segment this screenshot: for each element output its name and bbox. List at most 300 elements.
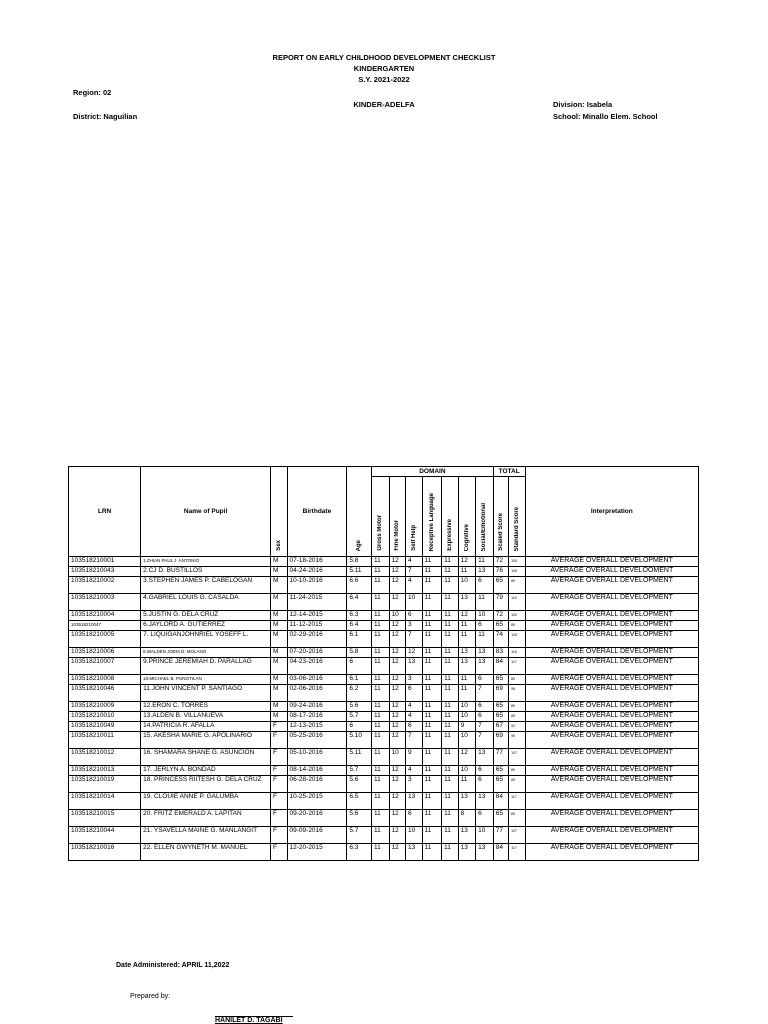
age-cell: 6.4 — [347, 594, 372, 611]
fine-motor-cell: 12 — [389, 594, 405, 611]
fine-motor-cell: 12 — [389, 844, 405, 861]
lrn-cell: 103518210043 — [69, 567, 141, 577]
age-cell: 6 — [347, 722, 372, 732]
pupil-name-cell: 10.MICHAEL B. PUNGTILAN — [141, 675, 271, 685]
self-help-cell: 10 — [406, 594, 422, 611]
receptive-language-cell: 11 — [422, 766, 442, 776]
scaled-score-cell: 83 — [493, 648, 508, 658]
expressive-cell: 11 — [442, 675, 458, 685]
standard-score-cell: 89 — [509, 675, 525, 685]
expressive-cell: 11 — [442, 685, 458, 702]
pupil-name-cell: 4.GABRIEL LOUIS G. CASALDA — [141, 594, 271, 611]
sex-cell: M — [271, 675, 287, 685]
fine-motor-cell: 12 — [389, 793, 405, 810]
pupil-name-cell: 2.CJ D. BUSTILLOS — [141, 567, 271, 577]
fine-motor-cell: 12 — [389, 776, 405, 793]
gross-motor-cell: 11 — [372, 577, 390, 594]
table-row — [69, 702, 699, 712]
gross-motor-cell: 11 — [372, 827, 390, 844]
birthdate-cell: 02-29-2016 — [287, 631, 347, 648]
birthdate-cell: 10-25-2015 — [287, 793, 347, 810]
lrn-cell: 103518210012 — [69, 749, 141, 766]
table-row — [69, 827, 699, 844]
birthdate-cell: 05-10-2016 — [287, 749, 347, 766]
table-row — [69, 749, 699, 766]
fine-motor-cell: 12 — [389, 827, 405, 844]
birthdate-cell: 09-09-2016 — [287, 827, 347, 844]
expressive-cell: 11 — [442, 732, 458, 749]
sex-cell: M — [271, 648, 287, 658]
receptive-language-cell: 11 — [422, 594, 442, 611]
standard-score-cell: 117 — [509, 658, 525, 675]
expressive-cell: 11 — [442, 557, 458, 567]
sex-cell: M — [271, 567, 287, 577]
standard-score-cell: 100 — [509, 557, 525, 567]
pupil-name-cell: 11.JOHN VINCENT P. SANTIAGO — [141, 685, 271, 702]
scaled-score-cell: 65 — [493, 712, 508, 722]
pupil-name-cell: 9.PRINCE JEREMIAH D. PARALLAG — [141, 658, 271, 675]
birthdate-cell: 06-28-2016 — [287, 776, 347, 793]
expressive-cell: 11 — [442, 658, 458, 675]
pupil-name-cell: 1.ZHIAN PAUL J. ANTONIO — [141, 557, 271, 567]
standard-score-cell: 89 — [509, 577, 525, 594]
self-help-cell: 9 — [406, 749, 422, 766]
cognitive-cell: 11 — [458, 621, 476, 631]
gross-motor-cell: 11 — [372, 648, 390, 658]
gross-motor-cell: 11 — [372, 793, 390, 810]
expressive-cell: 11 — [442, 611, 458, 621]
standard-score-cell: 89 — [509, 766, 525, 776]
table-row — [69, 648, 699, 658]
lrn-cell: 103518210006 — [69, 648, 141, 658]
lrn-cell: 103518210016 — [69, 844, 141, 861]
age-cell: 5.11 — [347, 567, 372, 577]
scaled-score-cell: 65 — [493, 810, 508, 827]
receptive-language-cell: 11 — [422, 577, 442, 594]
social-emotional-cell: 7 — [476, 722, 494, 732]
lrn-cell: 103518210008 — [69, 675, 141, 685]
expressive-cell: 11 — [442, 621, 458, 631]
social-emotional-cell: 6 — [476, 675, 494, 685]
scaled-score-cell: 77 — [493, 827, 508, 844]
standard-score-cell: 117 — [509, 844, 525, 861]
page-cut — [60, 930, 710, 940]
scaled-score-cell: 65 — [493, 577, 508, 594]
birthdate-cell: 10-10-2016 — [287, 577, 347, 594]
age-cell: 6.1 — [347, 675, 372, 685]
sex-cell: F — [271, 793, 287, 810]
fine-motor-cell: 12 — [389, 557, 405, 567]
scaled-score-cell: 74 — [493, 631, 508, 648]
ecd-checklist-table — [68, 466, 699, 861]
birthdate-cell: 02-06-2016 — [287, 685, 347, 702]
cognitive-cell: 10 — [458, 702, 476, 712]
fine-motor-cell: 12 — [389, 675, 405, 685]
cognitive-cell: 11 — [458, 631, 476, 648]
standard-score-cell: 89 — [509, 621, 525, 631]
interpretation-cell: AVERAGE OVERALL DEVELOPMENT — [525, 577, 698, 594]
report-level: KINDERGARTEN — [353, 64, 415, 73]
receptive-language-cell: 11 — [422, 557, 442, 567]
pupil-name-cell: 5.JUSTIN G. DELA CRUZ — [141, 611, 271, 621]
fine-motor-cell: 12 — [389, 658, 405, 675]
gross-motor-cell: 11 — [372, 557, 390, 567]
expressive-cell: 11 — [442, 776, 458, 793]
pupil-name-cell: 6.JAYLORD A. GUTIERREZ — [141, 621, 271, 631]
lrn-header: LRN — [69, 467, 141, 557]
self-help-cell: 7 — [406, 732, 422, 749]
lrn-cell: 103518210047 — [69, 621, 141, 631]
name-header: Name of Pupil — [141, 467, 271, 557]
scaled-score-cell: 84 — [493, 844, 508, 861]
cognitive-cell: 13 — [458, 658, 476, 675]
birthdate-cell: 11-24-2015 — [287, 594, 347, 611]
pupil-name-cell: 17. JERLYN A. BONDAD — [141, 766, 271, 776]
division-label: Division: Isabela — [553, 100, 613, 109]
age-cell: 6.5 — [347, 793, 372, 810]
pupil-name-cell: 21. YSAVELLA MAINE G. MANLANGIT — [141, 827, 271, 844]
fine-motor-cell: 12 — [389, 685, 405, 702]
interpretation-cell: AVERAGE OVERALL DEVELOPMENT — [525, 749, 698, 766]
lrn-cell: 103518210019 — [69, 776, 141, 793]
pupil-name-cell: 12.ERON C. TORRES — [141, 702, 271, 712]
table-row — [69, 685, 699, 702]
cognitive-header: Cognitive — [458, 477, 476, 557]
social-emotional-cell: 7 — [476, 732, 494, 749]
gross-motor-cell: 11 — [372, 712, 390, 722]
receptive-language-cell: 11 — [422, 648, 442, 658]
sex-cell: F — [271, 844, 287, 861]
standard-score-cell: 89 — [509, 776, 525, 793]
sex-header: Sex — [271, 467, 287, 557]
birthdate-cell: 12-20-2015 — [287, 844, 347, 861]
table-row — [69, 577, 699, 594]
sex-cell: F — [271, 810, 287, 827]
standard-score-cell: 116 — [509, 648, 525, 658]
standard-score-cell: 107 — [509, 827, 525, 844]
report-title: REPORT ON EARLY CHILDHOOD DEVELOPMENT CHECKLIST — [272, 53, 496, 62]
age-header: Age — [347, 467, 372, 557]
scaled-score-cell: 84 — [493, 658, 508, 675]
pupil-name-cell: 19. CLOUIE ANNE P. GALUMBA — [141, 793, 271, 810]
lrn-cell: 103518210010 — [69, 712, 141, 722]
cognitive-cell: 13 — [458, 793, 476, 810]
table-row — [69, 567, 699, 577]
receptive-language-cell: 11 — [422, 675, 442, 685]
table-row — [69, 766, 699, 776]
self-help-cell: 6 — [406, 722, 422, 732]
fine-motor-cell: 12 — [389, 766, 405, 776]
sex-cell: M — [271, 621, 287, 631]
gross-motor-cell: 11 — [372, 776, 390, 793]
birthdate-cell: 11-12-2015 — [287, 621, 347, 631]
social-emotional-cell: 6 — [476, 810, 494, 827]
expressive-cell: 11 — [442, 766, 458, 776]
social-emotional-cell: 13 — [476, 844, 494, 861]
section-name: KINDER-ADELFA — [353, 100, 415, 109]
lrn-cell: 103518210015 — [69, 810, 141, 827]
cognitive-cell: 11 — [458, 675, 476, 685]
table-row — [69, 722, 699, 732]
self-help-cell: 7 — [406, 631, 422, 648]
gross-motor-cell: 11 — [372, 594, 390, 611]
social-emotional-cell: 6 — [476, 577, 494, 594]
interpretation-cell: AVERAGE OVERALL DEVELOPMENT — [525, 722, 698, 732]
cognitive-cell: 11 — [458, 567, 476, 577]
table-row — [69, 594, 699, 611]
self-help-header: Self Help — [406, 477, 422, 557]
age-cell: 6.3 — [347, 844, 372, 861]
school-year: S.Y. 2021-2022 — [358, 75, 410, 84]
birthdate-cell: 12-13-2015 — [287, 722, 347, 732]
receptive-language-cell: 11 — [422, 567, 442, 577]
interpretation-header: Interpretation — [525, 467, 698, 557]
social-emotional-cell: 13 — [476, 749, 494, 766]
birthdate-cell: 04-23-2016 — [287, 658, 347, 675]
district-label: District: Naguilian — [73, 112, 138, 121]
interpretation-cell: AVERAGE OVERALL DEVELOPMENT — [525, 631, 698, 648]
cognitive-cell: 10 — [458, 732, 476, 749]
age-cell: 6.6 — [347, 577, 372, 594]
self-help-cell: 12 — [406, 648, 422, 658]
age-cell: 5.6 — [347, 702, 372, 712]
interpretation-cell: AVERAGE OVERALL DEVELOOMENT — [525, 567, 698, 577]
cognitive-cell: 13 — [458, 648, 476, 658]
sex-cell: M — [271, 685, 287, 702]
expressive-cell: 11 — [442, 577, 458, 594]
sex-cell: F — [271, 722, 287, 732]
self-help-cell: 4 — [406, 766, 422, 776]
scaled-score-cell: 65 — [493, 766, 508, 776]
pupil-name-cell: 18. PRINCESS RIITESH G. DELA CRUZ — [141, 776, 271, 793]
age-cell: 5.10 — [347, 732, 372, 749]
interpretation-cell: AVERAGE OVERALL DEVELOPMENT — [525, 648, 698, 658]
gross-motor-cell: 11 — [372, 631, 390, 648]
lrn-cell: 103518210001 — [69, 557, 141, 567]
fine-motor-cell: 12 — [389, 567, 405, 577]
age-cell: 5.6 — [347, 776, 372, 793]
sex-cell: M — [271, 702, 287, 712]
self-help-cell: 7 — [406, 567, 422, 577]
sex-cell: M — [271, 631, 287, 648]
interpretation-cell: AVERAGE OVERALL DEVELOPMENT — [525, 827, 698, 844]
birthdate-cell: 09-24-2016 — [287, 702, 347, 712]
birthdate-cell: 08-14-2016 — [287, 766, 347, 776]
standard-score-cell: 89 — [509, 702, 525, 712]
gross-motor-cell: 11 — [372, 732, 390, 749]
self-help-cell: 10 — [406, 827, 422, 844]
interpretation-cell: AVERAGE OVERALL DEVELOPMENT — [525, 685, 698, 702]
receptive-language-cell: 11 — [422, 685, 442, 702]
age-cell: 6 — [347, 658, 372, 675]
standard-score-header: Standard Score — [509, 477, 525, 557]
birthdate-header: Birthdate — [287, 467, 347, 557]
interpretation-cell: AVERAGE OVERALL DEVELOPMENT — [525, 621, 698, 631]
table-row — [69, 844, 699, 861]
expressive-cell: 11 — [442, 648, 458, 658]
social-emotional-cell: 13 — [476, 658, 494, 675]
age-cell: 5.8 — [347, 648, 372, 658]
cognitive-cell: 11 — [458, 685, 476, 702]
cognitive-cell: 10 — [458, 766, 476, 776]
gross-motor-cell: 11 — [372, 722, 390, 732]
fine-motor-cell: 12 — [389, 712, 405, 722]
social-emotional-cell: 6 — [476, 702, 494, 712]
lrn-cell: 103518210005 — [69, 631, 141, 648]
standard-score-cell: 107 — [509, 749, 525, 766]
lrn-cell: 103518210049 — [69, 722, 141, 732]
age-cell: 5.7 — [347, 766, 372, 776]
pupil-name-cell: 14.PATRICIA R. AFALLA — [141, 722, 271, 732]
self-help-cell: 4 — [406, 702, 422, 712]
self-help-cell: 6 — [406, 611, 422, 621]
table-row — [69, 611, 699, 621]
standard-score-cell: 103 — [509, 631, 525, 648]
birthdate-cell: 05-25-2016 — [287, 732, 347, 749]
birthdate-cell: 07-18-2016 — [287, 557, 347, 567]
fine-motor-cell: 12 — [389, 702, 405, 712]
social-emotional-cell: 6 — [476, 766, 494, 776]
pupil-name-cell: 13.ALDEN B. VILLANUEVA — [141, 712, 271, 722]
age-cell: 5.7 — [347, 827, 372, 844]
self-help-cell: 6 — [406, 810, 422, 827]
receptive-language-cell: 11 — [422, 827, 442, 844]
receptive-language-cell: 11 — [422, 658, 442, 675]
standard-score-cell: 117 — [509, 793, 525, 810]
receptive-language-cell: 11 — [422, 732, 442, 749]
self-help-cell: 6 — [406, 685, 422, 702]
social-emotional-cell: 11 — [476, 557, 494, 567]
self-help-cell: 3 — [406, 621, 422, 631]
gross-motor-cell: 11 — [372, 675, 390, 685]
table-row — [69, 776, 699, 793]
sex-cell: M — [271, 577, 287, 594]
date-administered: Date Administered: APRIL 11,2022 — [116, 962, 230, 969]
age-cell: 6.2 — [347, 685, 372, 702]
fine-motor-cell: 12 — [389, 577, 405, 594]
fine-motor-cell: 12 — [389, 621, 405, 631]
receptive-language-cell: 11 — [422, 702, 442, 712]
table-row — [69, 631, 699, 648]
age-cell: 5.11 — [347, 749, 372, 766]
birthdate-cell: 03-06-2016 — [287, 675, 347, 685]
expressive-cell: 11 — [442, 594, 458, 611]
gross-motor-header: Gross Motor — [372, 477, 390, 557]
pupil-name-cell: 15. AKESHA MARIE G. APOLINARIO — [141, 732, 271, 749]
social-emotional-header: Social/Emotional — [476, 477, 494, 557]
expressive-cell: 11 — [442, 844, 458, 861]
social-emotional-cell: 6 — [476, 776, 494, 793]
receptive-language-cell: 11 — [422, 844, 442, 861]
scaled-score-cell: 79 — [493, 594, 508, 611]
interpretation-cell: AVERAGE OVERALL DEVELOPMENT — [525, 732, 698, 749]
age-cell: 6.3 — [347, 611, 372, 621]
scaled-score-cell: 65 — [493, 621, 508, 631]
pupil-name-cell: 8.WALDEN JOEM D. MOLANO — [141, 648, 271, 658]
lrn-cell: 103518210013 — [69, 766, 141, 776]
sex-cell: F — [271, 827, 287, 844]
self-help-cell: 13 — [406, 793, 422, 810]
fine-motor-header: Fine Motor — [389, 477, 405, 557]
social-emotional-cell: 7 — [476, 685, 494, 702]
pupil-name-cell: 3.STEPHEN JAMES P. CABELOGAN — [141, 577, 271, 594]
scaled-score-cell: 72 — [493, 557, 508, 567]
social-emotional-cell: 11 — [476, 594, 494, 611]
self-help-cell: 4 — [406, 557, 422, 567]
fine-motor-cell: 12 — [389, 810, 405, 827]
fine-motor-cell: 12 — [389, 722, 405, 732]
expressive-cell: 11 — [442, 631, 458, 648]
lrn-cell: 103518210044 — [69, 827, 141, 844]
birthdate-cell: 12-14-2015 — [287, 611, 347, 621]
table-row — [69, 793, 699, 810]
scaled-score-cell: 65 — [493, 702, 508, 712]
expressive-cell: 11 — [442, 567, 458, 577]
receptive-language-cell: 11 — [422, 712, 442, 722]
scaled-score-cell: 69 — [493, 732, 508, 749]
social-emotional-cell: 10 — [476, 611, 494, 621]
sex-cell: M — [271, 658, 287, 675]
receptive-language-header: Receptive Language — [422, 477, 442, 557]
social-emotional-cell: 6 — [476, 712, 494, 722]
cognitive-cell: 9 — [458, 722, 476, 732]
social-emotional-cell: 13 — [476, 793, 494, 810]
sex-cell: M — [271, 611, 287, 621]
prepared-by-label: Prepared by: — [130, 993, 171, 1000]
total-header: TOTAL — [493, 467, 525, 477]
pupil-name-cell: 16. SHAMARA SHANE G. ASUNCION — [141, 749, 271, 766]
gross-motor-cell: 11 — [372, 702, 390, 712]
gross-motor-cell: 11 — [372, 658, 390, 675]
cognitive-cell: 12 — [458, 749, 476, 766]
fine-motor-cell: 10 — [389, 611, 405, 621]
receptive-language-cell: 11 — [422, 810, 442, 827]
birthdate-cell: 08-17-2016 — [287, 712, 347, 722]
standard-score-cell: 92 — [509, 722, 525, 732]
gross-motor-cell: 11 — [372, 810, 390, 827]
cognitive-cell: 10 — [458, 577, 476, 594]
interpretation-cell: AVERAGE OVERALL DEVELOPMENT — [525, 810, 698, 827]
age-cell: 5.6 — [347, 810, 372, 827]
interpretation-cell: AVERAGE OVERALL DEVELOPMENT — [525, 702, 698, 712]
cognitive-cell: 11 — [458, 776, 476, 793]
social-emotional-cell: 10 — [476, 827, 494, 844]
lrn-cell: 103518210014 — [69, 793, 141, 810]
expressive-header: Expressive — [442, 477, 458, 557]
table-row — [69, 810, 699, 827]
sex-cell: F — [271, 749, 287, 766]
table-row — [69, 712, 699, 722]
self-help-cell: 13 — [406, 658, 422, 675]
standard-score-cell: 105 — [509, 567, 525, 577]
scaled-score-cell: 67 — [493, 722, 508, 732]
interpretation-cell: AVERAGE OVERALL DEVELOPMENT — [525, 675, 698, 685]
gross-motor-cell: 11 — [372, 685, 390, 702]
receptive-language-cell: 11 — [422, 749, 442, 766]
receptive-language-cell: 11 — [422, 631, 442, 648]
standard-score-cell: 110 — [509, 594, 525, 611]
standard-score-cell: 95 — [509, 685, 525, 702]
age-cell: 5.8 — [347, 557, 372, 567]
age-cell: 6.4 — [347, 621, 372, 631]
interpretation-cell: AVERAGE OVERALL DEVELOPMENT — [525, 793, 698, 810]
lrn-cell: 103518210046 — [69, 685, 141, 702]
sex-cell: M — [271, 557, 287, 567]
cognitive-cell: 10 — [458, 712, 476, 722]
cognitive-cell: 13 — [458, 594, 476, 611]
scaled-score-cell: 72 — [493, 611, 508, 621]
social-emotional-cell: 13 — [476, 648, 494, 658]
